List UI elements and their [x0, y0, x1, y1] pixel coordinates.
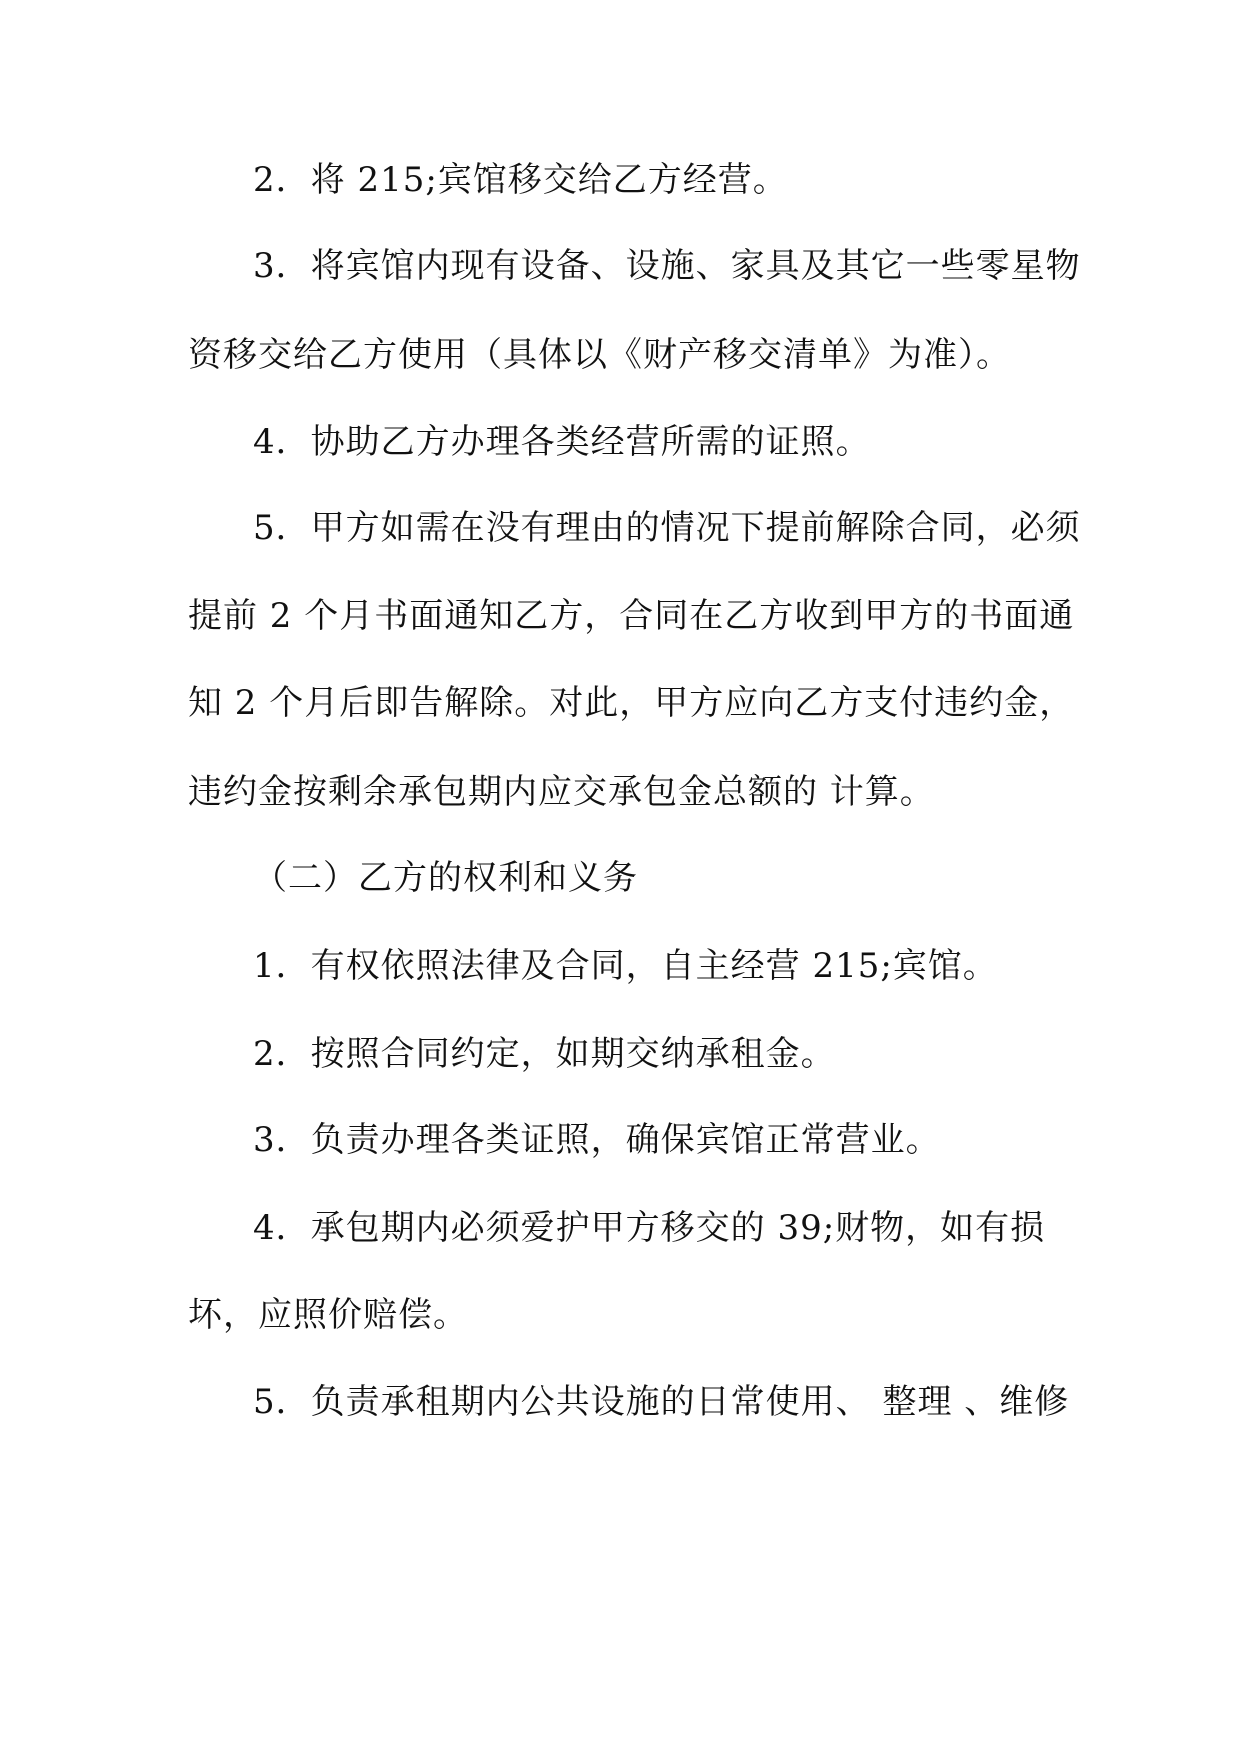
text-line: 4．协助乙方办理各类经营所需的证照。 [253, 422, 871, 462]
text-line: 4．承包期内必须爱护甲方移交的 39;财物，如有损 [253, 1208, 1046, 1248]
text-line: 违约金按剩余承包期内应交承包金总额的 计算。 [188, 772, 935, 812]
text-line: 2．按照合同约定，如期交纳承租金。 [253, 1034, 836, 1074]
section-heading: （二）乙方的权利和义务 [253, 858, 638, 898]
text-line: 坏，应照价赔偿。 [188, 1295, 468, 1335]
text-line: 1．有权依照法律及合同，自主经营 215;宾馆。 [253, 946, 998, 986]
text-line: 2．将 215;宾馆移交给乙方经营。 [253, 160, 788, 200]
text-line: 资移交给乙方使用（具体以《财产移交清单》为准）。 [188, 335, 1011, 375]
text-line: 5．甲方如需在没有理由的情况下提前解除合同，必须 [253, 508, 1081, 548]
text-line: 知 2 个月后即告解除。对此，甲方应向乙方支付违约金， [188, 683, 1075, 723]
text-line: 提前 2 个月书面通知乙方，合同在乙方收到甲方的书面通 [188, 596, 1075, 636]
text-line: 3．负责办理各类证照，确保宾馆正常营业。 [253, 1120, 941, 1160]
text-line: 3．将宾馆内现有设备、设施、家具及其它一些零星物 [253, 246, 1081, 286]
text-line: 5．负责承租期内公共设施的日常使用、 整理 、维修 [253, 1382, 1070, 1422]
